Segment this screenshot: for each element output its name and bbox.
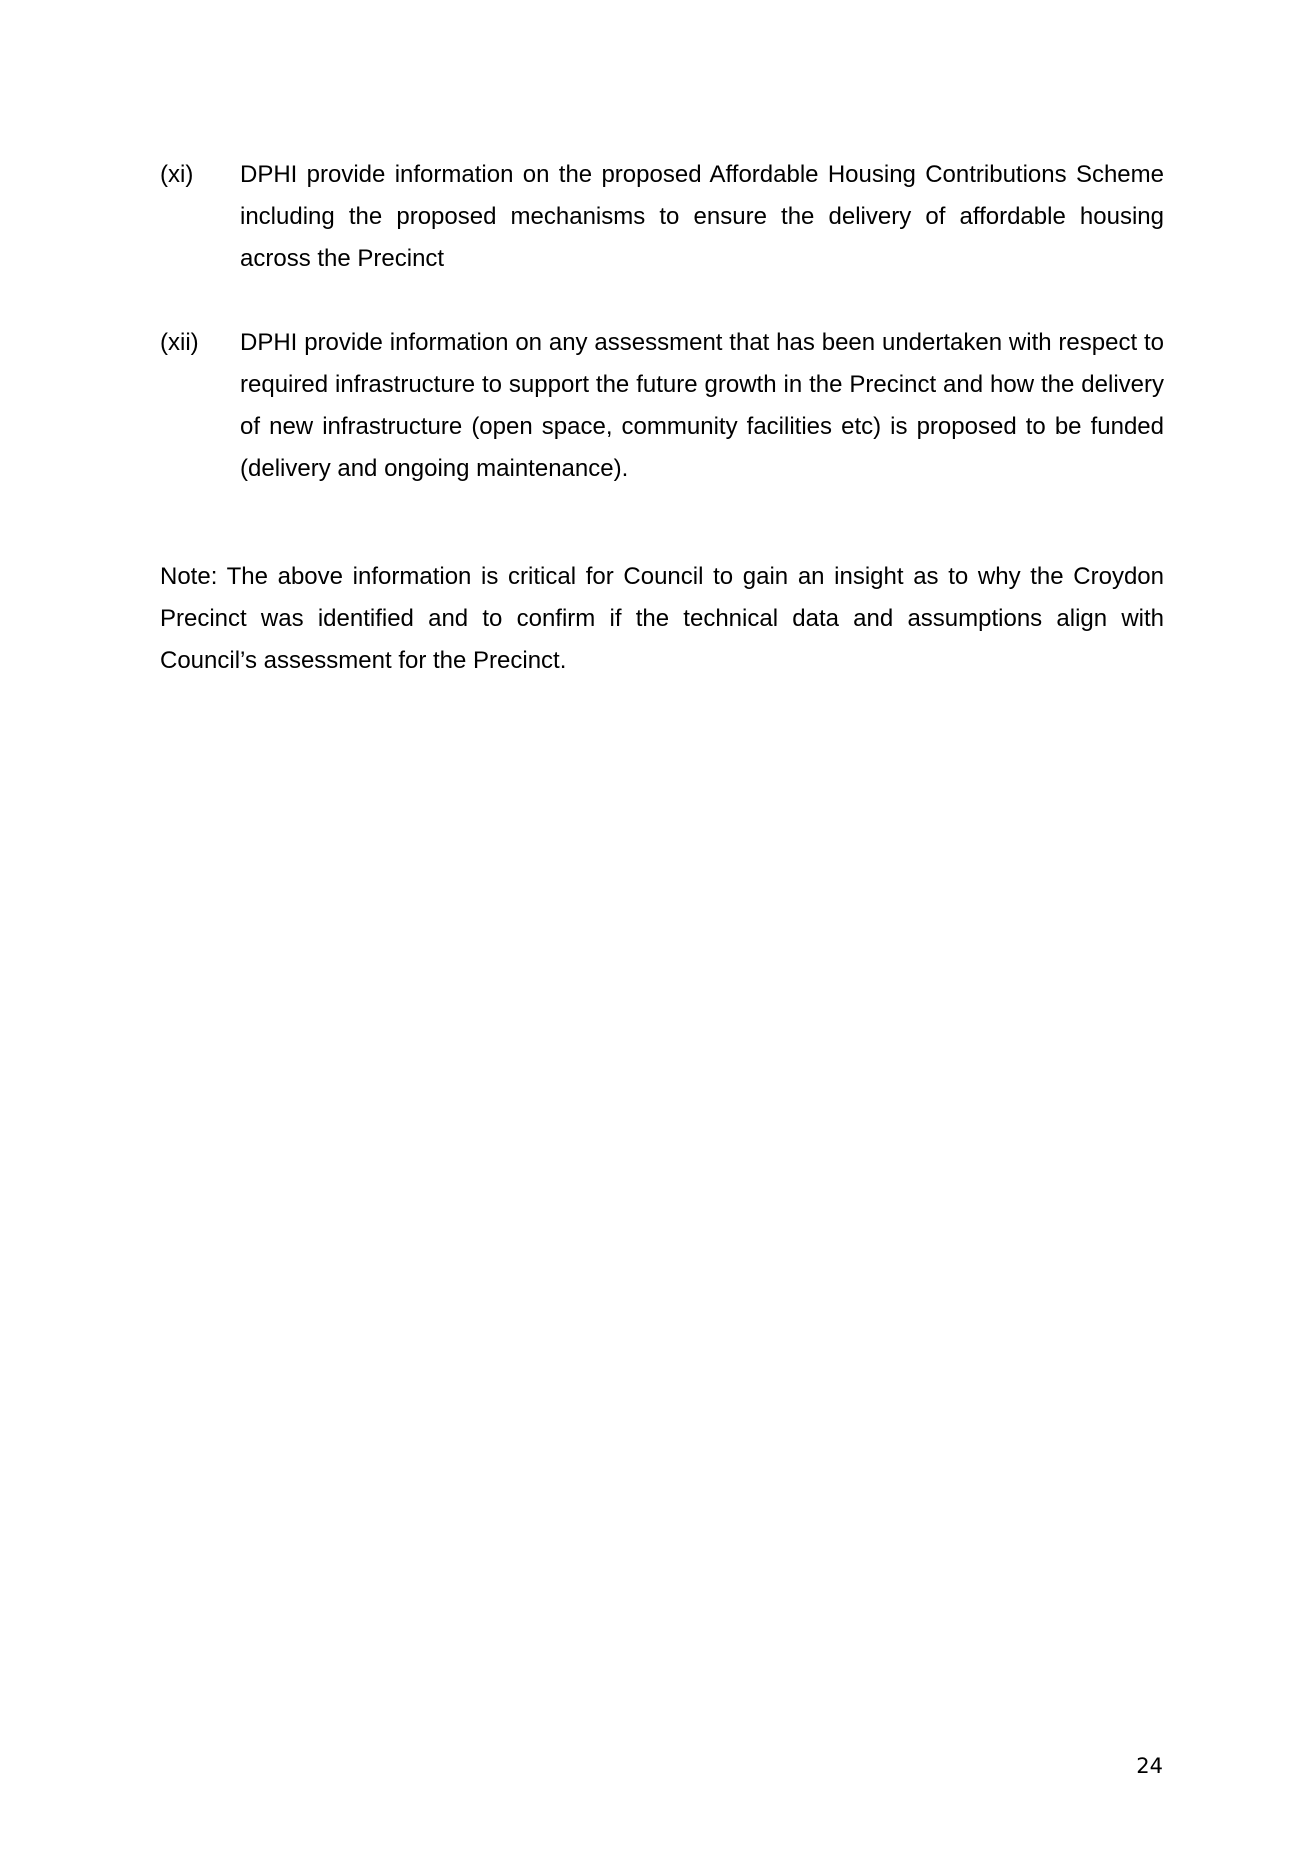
list-marker: (xii) bbox=[160, 329, 199, 356]
list-item-text: DPHI provide information on any assessment that has been undertaken with respect to required infrastructure to support the future growth in the Precinct and how the delivery of new infrastructure (open space, community facilities etc) is proposed to be funded (delivery and ongoing maintenance). bbox=[240, 329, 1164, 482]
page-number: 24 bbox=[1136, 1754, 1163, 1778]
list-item-text: DPHI provide information on the proposed Affordable Housing Contributions Scheme including the proposed mechanisms to ensure the delivery of affordable housing across the Precinct bbox=[240, 161, 1164, 272]
list-item bbox=[160, 154, 1164, 280]
note-paragraph: Note: The above information is critical for Council to gain an insight as to why the Croydon Precinct was identified and to confirm if the technical data and assumptions align with Council’s assessment for the Precinct. bbox=[160, 563, 1164, 674]
list-item bbox=[160, 322, 1164, 490]
list-marker: (xi) bbox=[160, 161, 194, 188]
